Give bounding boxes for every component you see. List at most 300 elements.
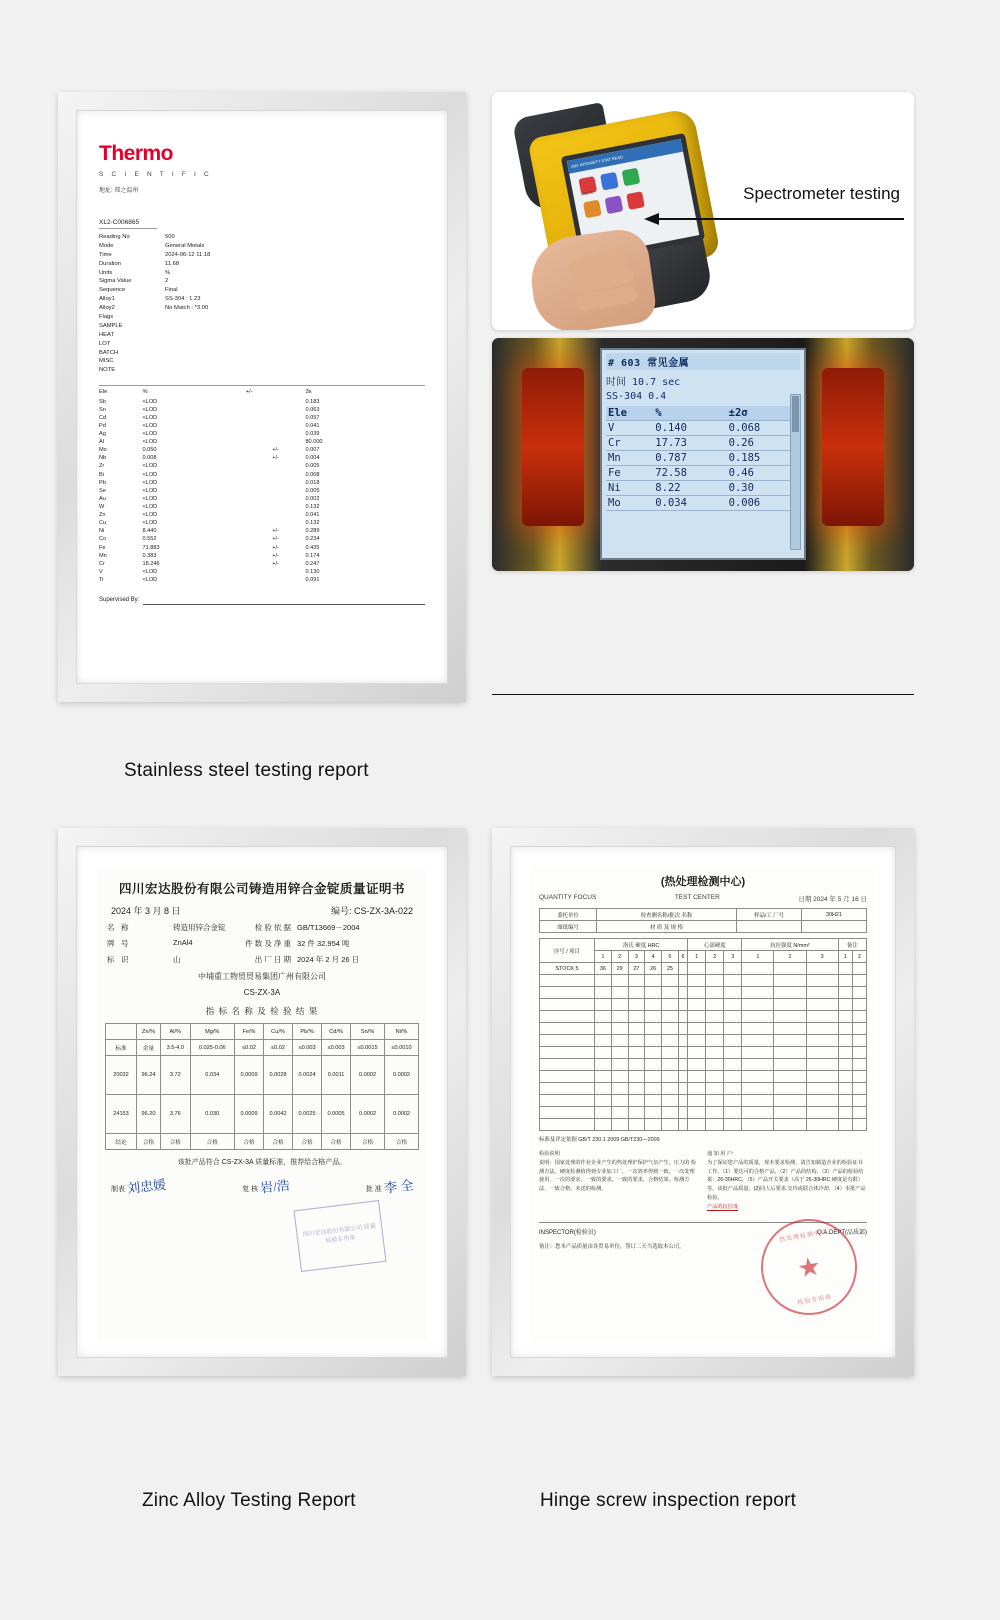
cell: [706, 1011, 724, 1023]
device-screen-header: XRF INTENSITY STAT READ: [567, 139, 683, 174]
cell: [678, 1083, 688, 1095]
cell: 3.76: [161, 1095, 191, 1134]
cell: [742, 1023, 774, 1035]
field-key2: 出 厂 日 期: [254, 955, 291, 964]
table-header-row: [540, 939, 867, 951]
supervised-by-row: [99, 596, 425, 605]
cell: [724, 1107, 742, 1119]
cell-pct: <LOD: [142, 504, 158, 511]
table-row: [99, 552, 425, 560]
col-mg: Mg/%: [190, 1024, 234, 1040]
cell-pct: <LOD: [142, 463, 158, 470]
cell-ele: Ti: [99, 577, 104, 584]
table-row: [99, 568, 425, 576]
cell-pct: <LOD: [142, 471, 158, 478]
table-row: [99, 438, 425, 446]
cell-pm: 0.185: [727, 451, 800, 466]
cell-ele: W: [99, 504, 105, 511]
cell: [688, 1023, 706, 1035]
cell-pm: 0.30: [727, 481, 800, 496]
col-ele: Ele: [99, 389, 108, 396]
cell: [806, 1083, 838, 1095]
meta-row: [99, 357, 265, 366]
cell: [595, 1023, 612, 1035]
meta-row: [99, 233, 265, 242]
meta-value: [165, 340, 265, 349]
sub-col: 3: [724, 951, 742, 963]
cell-ele: V: [99, 568, 103, 575]
stamp-top-text: 热处理检测中心: [778, 1229, 829, 1244]
cell-ele: Zr: [99, 463, 105, 470]
cell-pct: <LOD: [142, 520, 158, 527]
cell-ele: Mn: [606, 451, 653, 466]
cell: [774, 1035, 806, 1047]
lcd-alloy-line: SS-304 0.4: [606, 391, 667, 402]
cell-sigma: 0.039: [305, 431, 320, 438]
cell: [838, 1119, 852, 1131]
cell: [706, 987, 724, 999]
cell: 合格: [351, 1134, 385, 1150]
table-row: [540, 999, 867, 1011]
hinge-report-frame: [492, 828, 914, 1376]
col-pb: Pb/%: [293, 1024, 322, 1040]
cell-pm: [246, 511, 306, 519]
cell-sigma: 0.174: [305, 552, 320, 559]
cell: 0.0025: [293, 1095, 322, 1134]
hinge-note-right-body: 为了保证您产品的质量，现本要求检测，请告知制造企业的检验证书工作。（1）要达可的合格产品，（2）产品的结构。（3）产品的检验结果：26-30HRC，（5）产品开关要求（高于 26-30HRC 硬度是有限）等，该批产品质量，(2)同人后要求,交待或联合体冷却，（4）本批产品检验。: [707, 1159, 866, 1202]
cell: [628, 1059, 645, 1071]
sub-col: 6: [678, 951, 688, 963]
sub-col: 2: [852, 951, 866, 963]
cell: [742, 963, 774, 975]
cell: [742, 1047, 774, 1059]
field-key: 号: [121, 939, 129, 948]
table-row: [99, 414, 425, 422]
table-row: [540, 909, 867, 921]
screen-tile-orange: [583, 200, 602, 219]
table-row: [540, 1047, 867, 1059]
meta-value: Final: [165, 287, 178, 294]
cell: [724, 963, 742, 975]
col-sn: Sn/%: [351, 1024, 385, 1040]
meta-value: [165, 349, 265, 358]
cell-label: 结论: [106, 1134, 137, 1150]
cell: [645, 1071, 662, 1083]
zinc-signature-row: [105, 1176, 419, 1195]
cell: [838, 1023, 852, 1035]
cell-ele: Au: [99, 495, 106, 502]
cell: [852, 1023, 866, 1035]
cell: [742, 1011, 774, 1023]
cell: [852, 999, 866, 1011]
meta-key: Sigma Value: [99, 278, 132, 285]
table-row: [99, 487, 425, 495]
cell: [662, 999, 679, 1011]
caption-stainless: Stainless steel testing report: [124, 760, 369, 781]
table-row: [606, 421, 800, 436]
meta-row: [99, 260, 265, 269]
cell: [662, 1023, 679, 1035]
cell: [742, 1095, 774, 1107]
cell: [645, 1047, 662, 1059]
cell: [706, 1095, 724, 1107]
cell: [706, 975, 724, 987]
table-row: [99, 544, 425, 552]
cell: [852, 1119, 866, 1131]
table-row: [99, 398, 425, 406]
cell: [540, 1107, 595, 1119]
signature-line: [143, 597, 425, 605]
cell: [706, 1107, 724, 1119]
sign-approver: [366, 1176, 413, 1195]
cell-value: 检查测名称/批次 名称: [597, 909, 737, 921]
cell: [645, 1083, 662, 1095]
divider: [99, 385, 425, 386]
meta-row: [99, 242, 265, 251]
meta-key: Duration: [99, 260, 121, 267]
cell-pct: 0.050: [142, 447, 157, 454]
caption-hinge: Hinge screw inspection report: [540, 1490, 797, 1511]
cell: 29: [611, 963, 628, 975]
lcd-scrollbar[interactable]: [790, 394, 801, 550]
thermo-document: [99, 139, 425, 663]
hinge-note-right: [707, 1150, 867, 1212]
cell: [662, 1071, 679, 1083]
cell-pct: 72.58: [653, 466, 726, 481]
meta-value: 2024-06-12 11:18: [165, 251, 211, 258]
sub-col: 2: [774, 951, 806, 963]
cell: [724, 1023, 742, 1035]
cell-label: 标准: [106, 1040, 137, 1056]
cell: 0.025-0.06: [190, 1040, 234, 1056]
cell: [806, 1107, 838, 1119]
hinge-bottom-note: 备注：您本产品质量由各贸易单位，签订二天当选取本公司。: [539, 1243, 685, 1250]
table-row: [540, 1095, 867, 1107]
table-row: [540, 1023, 867, 1035]
table-row: [99, 422, 425, 430]
cell: [678, 1035, 688, 1047]
hinge-measurement-table: [539, 938, 867, 1131]
hinge-document: [531, 867, 875, 1341]
cell-key: 委托单位: [540, 909, 597, 921]
cell: [628, 999, 645, 1011]
cell: ≤0.0015: [351, 1040, 385, 1056]
meta-value: 2: [165, 278, 169, 285]
lcd-time-line: 时间 10.7 sec: [606, 377, 681, 388]
scrollbar-thumb[interactable]: [792, 396, 799, 432]
spectrometer-annotation-label: Spectrometer testing: [743, 184, 900, 203]
cell: [662, 1107, 679, 1119]
zinc-report-frame: [58, 828, 466, 1376]
cell: [611, 987, 628, 999]
cell: [724, 1119, 742, 1131]
table-row: [540, 1119, 867, 1131]
hinge-header-row: [539, 894, 867, 903]
cell-pct: 71.883: [142, 544, 160, 551]
cell: [611, 1095, 628, 1107]
meta-row: [99, 366, 265, 375]
cell-pm: 0.068: [727, 421, 800, 436]
table-row: [99, 406, 425, 414]
cell: [724, 1059, 742, 1071]
cell: [724, 1047, 742, 1059]
meta-key: Mode: [99, 242, 114, 249]
sub-col: 1: [838, 951, 852, 963]
cell: [540, 1095, 595, 1107]
qa-label: Q.A.DEPT(品质部): [816, 1229, 867, 1236]
cell: [706, 1071, 724, 1083]
thermo-document-id: XL2-C006865: [99, 218, 157, 229]
cell: 余量: [137, 1040, 161, 1056]
meta-row: [99, 277, 265, 286]
supervised-by-label: Supervised By:: [99, 597, 140, 604]
cell-pm: [246, 438, 306, 446]
cell: [724, 999, 742, 1011]
cell-pm: 0.26: [727, 436, 800, 451]
star-icon: ★: [794, 1250, 824, 1284]
table-row: [99, 511, 425, 519]
cell-pm: [246, 495, 306, 503]
cell-pm: 0.46: [727, 466, 800, 481]
table-row: [606, 451, 800, 466]
col-core-hardness: 心部硬度: [688, 939, 742, 951]
thermo-logo-subtitle: S C I E N T I F I C: [99, 171, 212, 179]
cell: [852, 1035, 866, 1047]
cell: [628, 1011, 645, 1023]
sub-col: 2: [611, 951, 628, 963]
cell: [706, 1083, 724, 1095]
cell-sigma: 0.041: [305, 422, 320, 429]
stainless-report-page: [76, 110, 448, 684]
cell-ele: Al: [99, 439, 104, 446]
cell-pm: [246, 422, 306, 430]
sign-value: 李 全: [383, 1177, 414, 1196]
hinge-header-left: QUANTITY FOCUS: [539, 894, 597, 901]
cell: [724, 1011, 742, 1023]
cell: ≤0.003: [293, 1040, 322, 1056]
cell: [540, 987, 595, 999]
table-row: [99, 535, 425, 543]
cell: [611, 975, 628, 987]
cell: [742, 1107, 774, 1119]
cell-label: STOCK 5: [540, 963, 595, 975]
cell: [838, 987, 852, 999]
field-key2: 检 验 依 据: [254, 923, 291, 932]
cell: [678, 999, 688, 1011]
table-row: [99, 471, 425, 479]
cell: [540, 1059, 595, 1071]
cell: [688, 1071, 706, 1083]
col-item: 序号 / 项目: [540, 939, 595, 963]
hinge-note-left: [539, 1150, 699, 1212]
field-value2: 2024 年 2 月 26 日: [297, 955, 360, 964]
cell: [645, 1119, 662, 1131]
lcd-result-table: [606, 406, 800, 511]
cell-ele: Pd: [99, 422, 106, 429]
cell-pct: <LOD: [142, 495, 158, 502]
cell: [595, 1071, 612, 1083]
table-row: [106, 1056, 419, 1095]
cell-ele: Ni: [99, 528, 105, 535]
meta-key: LOT: [99, 340, 111, 347]
sub-col: 2: [706, 951, 724, 963]
cell: [628, 1035, 645, 1047]
cell: [838, 1107, 852, 1119]
cell: [724, 987, 742, 999]
cell: 0.0002: [351, 1056, 385, 1095]
cell: 合格: [322, 1134, 351, 1150]
cell-pm: [246, 479, 306, 487]
cell-pm: [246, 568, 306, 576]
cell: [838, 1011, 852, 1023]
cell: [806, 1119, 838, 1131]
cell-pm: +/-: [272, 544, 279, 551]
cell: 0.034: [190, 1056, 234, 1095]
cell: [628, 1071, 645, 1083]
cell: [678, 1071, 688, 1083]
cell-sigma: 0.018: [305, 479, 320, 486]
thermo-meta-table: [99, 233, 265, 375]
cell: [688, 1095, 706, 1107]
meta-row: [99, 313, 265, 322]
cell: [645, 999, 662, 1011]
col-fe: Fe/%: [235, 1024, 264, 1040]
col-hrc: 洛氏 硬度 HRC: [595, 939, 688, 951]
cell-sigma: 0.289: [305, 528, 320, 535]
caption-zinc: Zinc Alloy Testing Report: [142, 1490, 356, 1511]
hinge-note-right-title: 通 知 用 户:: [707, 1150, 734, 1157]
cell-ele: Fe: [99, 544, 106, 551]
table-row: [99, 527, 425, 535]
cell: [806, 1095, 838, 1107]
hinge-note-highlight: 产品的抗拉度: [707, 1203, 739, 1210]
cell: [852, 987, 866, 999]
col-pm: +/-: [245, 389, 253, 396]
cell: [852, 963, 866, 975]
zinc-buyer: 中埔重工物贸贸易集团广州有限公司: [198, 972, 326, 981]
meta-row: [99, 304, 265, 313]
cell: [852, 1071, 866, 1083]
cell: [774, 1023, 806, 1035]
cell: [806, 1023, 838, 1035]
cell: 0.0002: [385, 1056, 419, 1095]
meta-value: 500: [165, 233, 175, 240]
cell: [662, 1095, 679, 1107]
cell: [595, 1011, 612, 1023]
table-row: [106, 1040, 419, 1056]
meta-value: %: [165, 269, 171, 276]
cell: [806, 1011, 838, 1023]
table-row: [606, 481, 800, 496]
table-row: [99, 462, 425, 470]
cell: [662, 987, 679, 999]
cell: [838, 1071, 852, 1083]
cell-value2: [802, 921, 867, 933]
cell-key2: [737, 921, 802, 933]
table-row: [540, 1035, 867, 1047]
cell-pm: +/-: [272, 528, 279, 535]
cell-ele: Bi: [99, 471, 104, 478]
cell: [724, 1095, 742, 1107]
cell-pct: 0.552: [142, 536, 157, 543]
cell: [774, 1059, 806, 1071]
cell: [645, 1095, 662, 1107]
cell: [688, 1059, 706, 1071]
cell: [706, 1059, 724, 1071]
cell: [645, 1011, 662, 1023]
cell: [774, 975, 806, 987]
meta-row: [99, 331, 265, 340]
cell-sigma: 0.005: [305, 463, 320, 470]
cell: [595, 987, 612, 999]
cell: 合格: [293, 1134, 322, 1150]
hinge-standard-note: 标准及评定依据 GB/T 230.1 2009 GB/T230—2009: [539, 1137, 660, 1143]
cell: ≤0.02: [264, 1040, 293, 1056]
field-value2: 32 件 32.954 吨: [297, 939, 350, 948]
table-row: [540, 975, 867, 987]
cell: [611, 999, 628, 1011]
cell-ele: Nb: [99, 455, 107, 462]
cell: [688, 1119, 706, 1131]
sign-reviewer: [242, 1176, 290, 1195]
cell: [852, 1107, 866, 1119]
meta-value: SS-304 : 1.23: [165, 296, 201, 303]
col-remark: 备注: [838, 939, 866, 951]
sign-value: 岩/浩: [259, 1177, 291, 1196]
cell-sigma: 0.183: [305, 398, 320, 405]
meta-key: Time: [99, 251, 112, 258]
cell: 27: [628, 963, 645, 975]
cell: [724, 1071, 742, 1083]
table-row: [99, 560, 425, 568]
cell-sigma: 0.041: [305, 512, 320, 519]
cell-ele: Ag: [99, 431, 106, 438]
cell: [688, 975, 706, 987]
field-mark: 名: [107, 923, 115, 932]
col-cd: Cd/%: [322, 1024, 351, 1040]
cell-sigma: 0.008: [305, 471, 320, 478]
cell-sigma: 0.007: [305, 447, 320, 454]
cell: [742, 1035, 774, 1047]
cell: [838, 1095, 852, 1107]
cell-pct: 0.383: [142, 552, 157, 559]
cell: 合格: [161, 1134, 191, 1150]
cell-pct: 0.787: [653, 451, 726, 466]
right-red-panel: [822, 368, 884, 526]
zinc-date: 2024 年 3 月 8 日: [111, 906, 181, 916]
meta-row: [99, 349, 265, 358]
cell: [724, 975, 742, 987]
cell-sigma: 0.130: [305, 568, 320, 575]
meta-row: [99, 286, 265, 295]
sub-col: 3: [806, 951, 838, 963]
cell: [628, 1023, 645, 1035]
cell: [662, 1047, 679, 1059]
cell-ele: Mn: [99, 552, 107, 559]
cell-pct: 8.440: [142, 528, 157, 535]
meta-key: MISC: [99, 358, 114, 365]
table-row: [540, 1083, 867, 1095]
cell: [838, 1083, 852, 1095]
cell: [742, 1119, 774, 1131]
section-divider: [492, 694, 914, 695]
cell-pct: <LOD: [142, 431, 158, 438]
table-row: [540, 963, 867, 975]
cell-sigma: 0.234: [305, 536, 320, 543]
cell: [742, 975, 774, 987]
meta-value: [165, 331, 265, 340]
field-key2: 件 数 及 净 重: [245, 939, 291, 948]
